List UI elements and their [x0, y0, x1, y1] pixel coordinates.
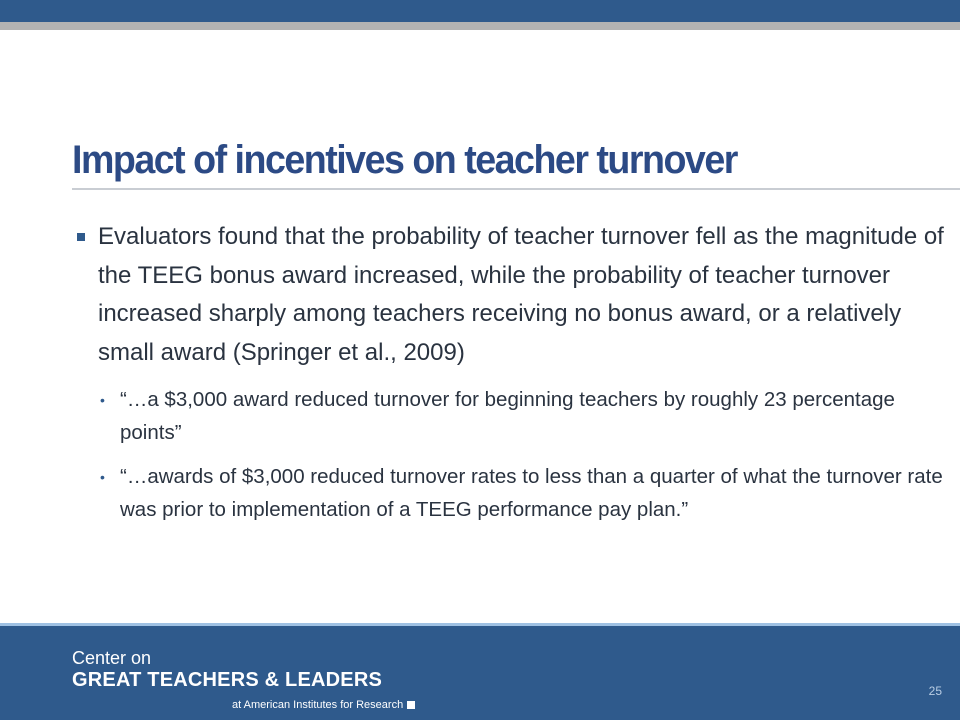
organization-logo	[72, 648, 415, 712]
slide-body	[72, 218, 944, 538]
logo-line-1: Center on	[72, 648, 152, 668]
sub-bullet	[72, 384, 944, 449]
square-bullet-icon	[77, 233, 85, 241]
sub-bullet	[72, 461, 944, 526]
top-band	[0, 0, 960, 22]
top-gray-band	[0, 22, 960, 30]
page-number: 25	[928, 684, 942, 698]
logo-line-3	[72, 698, 415, 712]
logo-tagline: at American Institutes for Research	[232, 699, 404, 711]
square-icon	[407, 701, 415, 709]
main-bullet-text: Evaluators found that the probability of teacher turnover fell as the magnitude of the TEEG bonus award increased, while the probability of teacher turnover increased sharply among teachers receiving no bonus award, or a relatively small award (Springer et al., 2009)	[98, 223, 944, 366]
slide-title: Impact of incentives on teacher turnover	[72, 138, 737, 182]
sub-bullet-text: “…awards of $3,000 reduced turnover rates to less than a quarter of what the turnover rate was prior to implementation of a TEEG performance pay plan.”	[120, 465, 943, 521]
sub-bullet-list	[72, 384, 944, 526]
dot-bullet-icon: •	[100, 392, 105, 409]
title-divider	[72, 188, 960, 190]
logo-line-2: GREAT TEACHERS & LEADERS	[72, 669, 383, 691]
main-bullet	[72, 218, 944, 372]
sub-bullet-text: “…a $3,000 award reduced turnover for beginning teachers by roughly 23 percentage points”	[120, 388, 895, 444]
footer	[0, 626, 960, 720]
dot-bullet-icon: •	[100, 469, 105, 486]
